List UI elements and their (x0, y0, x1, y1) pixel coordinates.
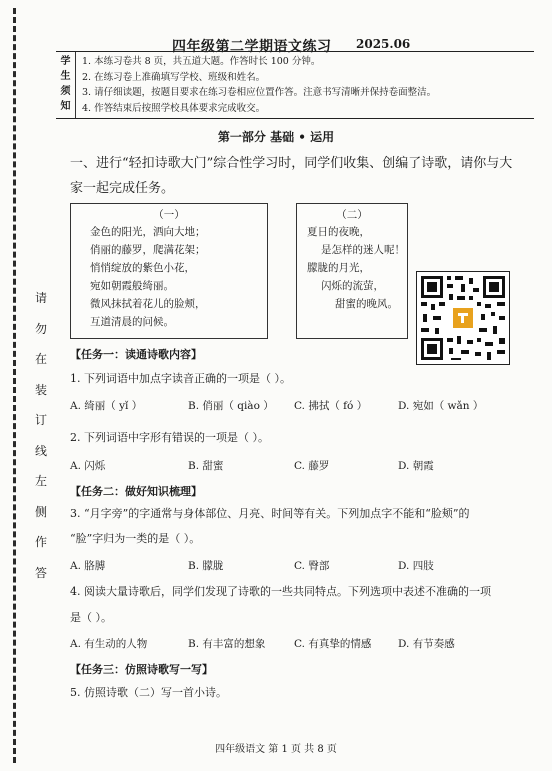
page-footer: 四年级语文 第 1 页 共 8 页 (215, 744, 337, 755)
question-5: 5. 仿照诗歌（二）写一首小诗。 (70, 686, 227, 699)
binding-char: 作 (34, 535, 47, 549)
q3-option-a: A. 胳膊 (70, 560, 106, 572)
binding-char: 订 (34, 413, 47, 427)
q3-option-b: B. 朦胧 (188, 560, 224, 572)
notice-side-label (56, 52, 76, 118)
poem-one-label: （一） (153, 209, 185, 221)
poem-two-lines (297, 223, 407, 313)
poem-line: 金色的阳光，洒向大地； (90, 226, 206, 238)
binding-char: 请 (34, 291, 47, 305)
binding-dashed-line (13, 8, 16, 763)
poem-line: 闪烁的流萤， (321, 280, 384, 292)
page-title: 四年级第二学期语文练习 (172, 39, 332, 55)
notice-side-char: 生 (60, 71, 71, 82)
poem-one-lines (71, 223, 267, 331)
question-3-line-2: “脸”字归为一类的是（ ）。 (70, 532, 201, 545)
task-three-heading: 【任务三：仿照诗歌写一写】 (70, 663, 213, 676)
poem-line: 俏丽的藤罗，爬满花架； (90, 244, 206, 256)
question-4-line-2: 是（ ）。 (70, 611, 112, 624)
question-2: 2. 下列词语中字形有错误的一项是（ ）。 (70, 431, 269, 444)
notice-item: 1. 本练习卷共 8 页，共五道大题。作答时长 100 分钟。 (82, 56, 321, 67)
poem-line: 甜蜜的晚风。 (335, 298, 398, 310)
part-title: 第一部分 基础 • 运用 (217, 130, 335, 144)
poem-line: 夏日的夜晚， (307, 226, 370, 238)
q4-option-d: D. 有节奏感 (398, 638, 455, 650)
notice-side-char: 知 (60, 101, 71, 112)
binding-instruction (34, 283, 48, 588)
question-3-line-1: 3. “月字旁”的字通常与身体部位、月亮、时间等有关。下列加点字不能和“脸颊”的 (70, 507, 470, 520)
poem-line: 悄悄绽放的紫色小花， (90, 262, 195, 274)
task-one-heading: 【任务一：读通诗歌内容】 (70, 348, 202, 361)
q1-option-a: A. 绮丽（ yǐ ） (70, 400, 143, 412)
notice-side-char: 须 (60, 86, 71, 97)
q2-option-b: B. 甜蜜 (188, 460, 224, 472)
exam-date: 2025.06 (356, 37, 411, 51)
poem-line: 互道清晨的问候。 (90, 316, 174, 328)
binding-char: 答 (34, 565, 47, 580)
q4-option-c: C. 有真挚的情感 (294, 638, 372, 650)
binding-char: 线 (34, 443, 47, 458)
poem-two-box (296, 203, 408, 339)
qr-code-image (416, 271, 510, 365)
qr-code-icon (417, 272, 509, 364)
intro-line: 一、进行“轻扣诗歌大门”综合性学习时，同学们收集、创编了诗歌，请你与大 (70, 156, 513, 171)
poem-two-label: （二） (336, 209, 368, 221)
notice-item: 3. 请仔细读题，按题目要求在练习卷相应位置作答。注意书写清晰并保持卷面整洁。 (82, 87, 437, 98)
q1-option-b: B. 俏丽（ qiào ） (188, 400, 274, 412)
q1-option-c: C. 拂拭（ fó ） (294, 400, 368, 412)
poem-one-box (70, 203, 268, 339)
section-intro (70, 151, 530, 201)
q2-option-a: A. 闪烁 (70, 460, 106, 472)
binding-char: 侧 (34, 504, 47, 519)
binding-char: 装 (34, 382, 47, 397)
q4-option-b: B. 有丰富的想象 (188, 638, 266, 650)
q3-option-d: D. 四肢 (398, 560, 434, 572)
intro-line: 家一起完成任务。 (70, 181, 175, 196)
poem-line: 宛如朝霞般绮丽。 (90, 280, 174, 292)
question-4-line-1: 4. 阅读大量诗歌后，同学们发现了诗歌的一些共同特点。下列选项中表述不准确的一项 (70, 585, 491, 598)
q3-option-c: C. 臀部 (294, 560, 330, 572)
poem-line: 是怎样的迷人呢！ (321, 244, 405, 256)
notice-item: 2. 在练习卷上准确填写学校、班级和姓名。 (82, 71, 266, 83)
notice-item: 4. 作答结束后按照学校具体要求完成收交。 (82, 102, 266, 114)
binding-char: 左 (34, 474, 47, 488)
poem-line: 朦胧的月光， (307, 262, 370, 274)
notice-list (82, 54, 436, 116)
q2-option-c: C. 藤罗 (294, 460, 330, 472)
student-notice-box (56, 51, 534, 119)
notice-side-char: 学 (60, 56, 71, 67)
question-1: 1. 下列词语中加点字读音正确的一项是（ ）。 (70, 372, 291, 385)
q4-option-a: A. 有生动的人物 (70, 638, 148, 650)
task-two-heading: 【任务二：做好知识梳理】 (70, 485, 202, 498)
binding-char: 在 (34, 352, 47, 366)
binding-char: 勿 (34, 321, 47, 336)
poem-line: 微风抹拭着花儿的脸颊， (90, 298, 206, 310)
q2-option-d: D. 朝霞 (398, 460, 434, 472)
q1-option-d: D. 宛如（ wǎn ） (398, 400, 484, 412)
